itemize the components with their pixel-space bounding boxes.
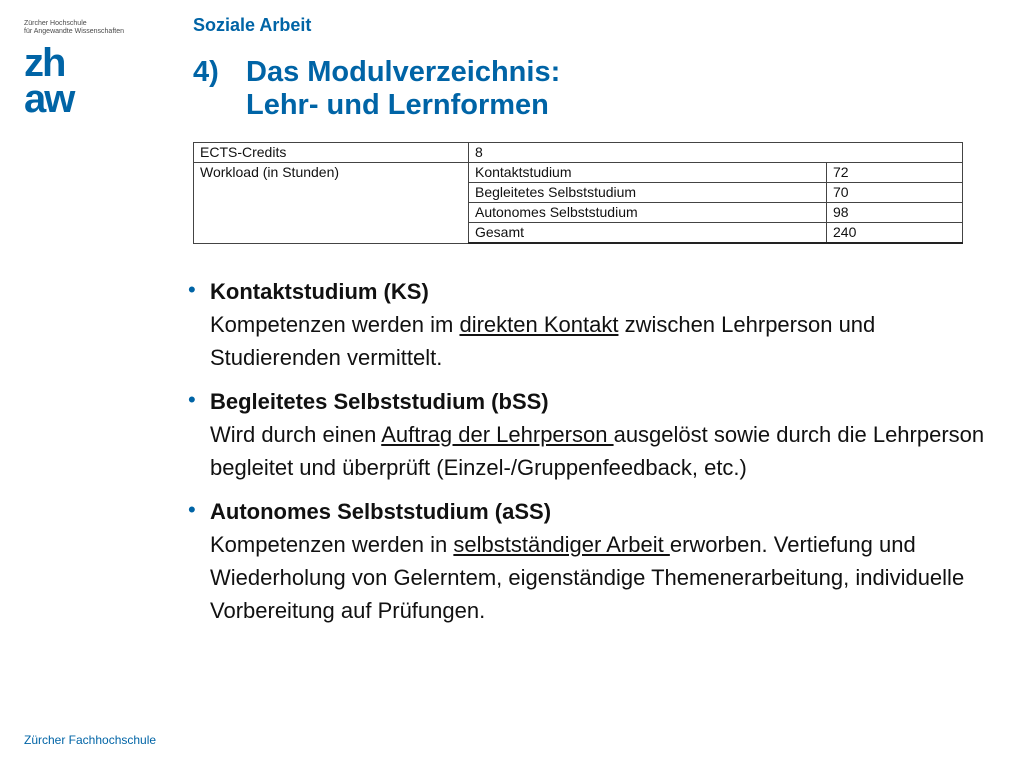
- faculty-name: Soziale Arbeit: [193, 15, 312, 35]
- workload-type-cell: Gesamt: [469, 223, 827, 244]
- workload-type-cell: Autonomes Selbststudium: [469, 203, 827, 223]
- institution-name-line-1: Zürcher Hochschule: [24, 20, 87, 27]
- institution-logo-block: [24, 20, 154, 121]
- bullet-emphasis: selbstständiger Arbeit: [453, 532, 670, 557]
- bullet-heading: Begleitetes Selbststudium (bSS): [210, 389, 549, 414]
- bullet-dot-icon: •: [188, 387, 196, 412]
- workload-type-cell: Kontaktstudium: [469, 163, 827, 183]
- slide-title: [193, 56, 560, 122]
- institution-name-line-2: für Angewandte Wissenschaften: [24, 28, 125, 35]
- workload-hours-cell: 72: [827, 163, 963, 183]
- svg-text:zh: zh: [24, 44, 65, 85]
- module-table: [193, 142, 963, 244]
- svg-text:aw: aw: [24, 77, 74, 116]
- list-item: [188, 495, 988, 627]
- table-row: [194, 163, 963, 183]
- zhaw-logo: [24, 44, 104, 116]
- bullet-text: Kompetenzen werden im: [210, 312, 460, 337]
- bullet-dot-icon: •: [188, 277, 196, 302]
- bullet-text: Kompetenzen werden in: [210, 532, 454, 557]
- bullet-text: ausgelöst sowie durch die Lehrperson begleitet und überprüft (Einzel-/Gruppenfeedback, etc.): [210, 422, 985, 480]
- workload-hours-cell: 240: [827, 223, 963, 244]
- bullet-emphasis: direkten Kontakt: [459, 312, 619, 337]
- title-line-1: Das Modulverzeichnis:: [246, 56, 561, 88]
- workload-hours-cell: 98: [827, 203, 963, 223]
- bullet-list: [188, 275, 988, 638]
- table-row-ects: [194, 143, 963, 163]
- bullet-heading: Autonomes Selbststudium (aSS): [210, 499, 552, 524]
- list-item: [188, 385, 988, 484]
- footer-text: Zürcher Fachhochschule: [24, 733, 157, 747]
- workload-label-cell: Workload (in Stunden): [194, 163, 469, 244]
- workload-type-cell: Begleitetes Selbststudium: [469, 183, 827, 203]
- bullet-text: erworben. Vertiefung und Wiederholung von Gelerntem, eigenständige Themenerarbeitung, individuelle Vorbereitung auf Prüfungen.: [210, 532, 965, 623]
- workload-hours-cell: 70: [827, 183, 963, 203]
- title-number: 4): [193, 56, 219, 88]
- bullet-text: Wird durch einen: [210, 422, 382, 447]
- bullet-text: zwischen Lehrperson und Studierenden vermittelt.: [210, 312, 876, 370]
- bullet-dot-icon: •: [188, 497, 196, 522]
- bullet-heading: Kontaktstudium (KS): [210, 279, 429, 304]
- ects-label-cell: ECTS-Credits: [194, 143, 469, 163]
- list-item: [188, 275, 988, 374]
- ects-value-cell: 8: [469, 143, 963, 163]
- title-line-2: Lehr- und Lernformen: [246, 89, 549, 121]
- bullet-emphasis: Auftrag der Lehrperson: [381, 422, 614, 447]
